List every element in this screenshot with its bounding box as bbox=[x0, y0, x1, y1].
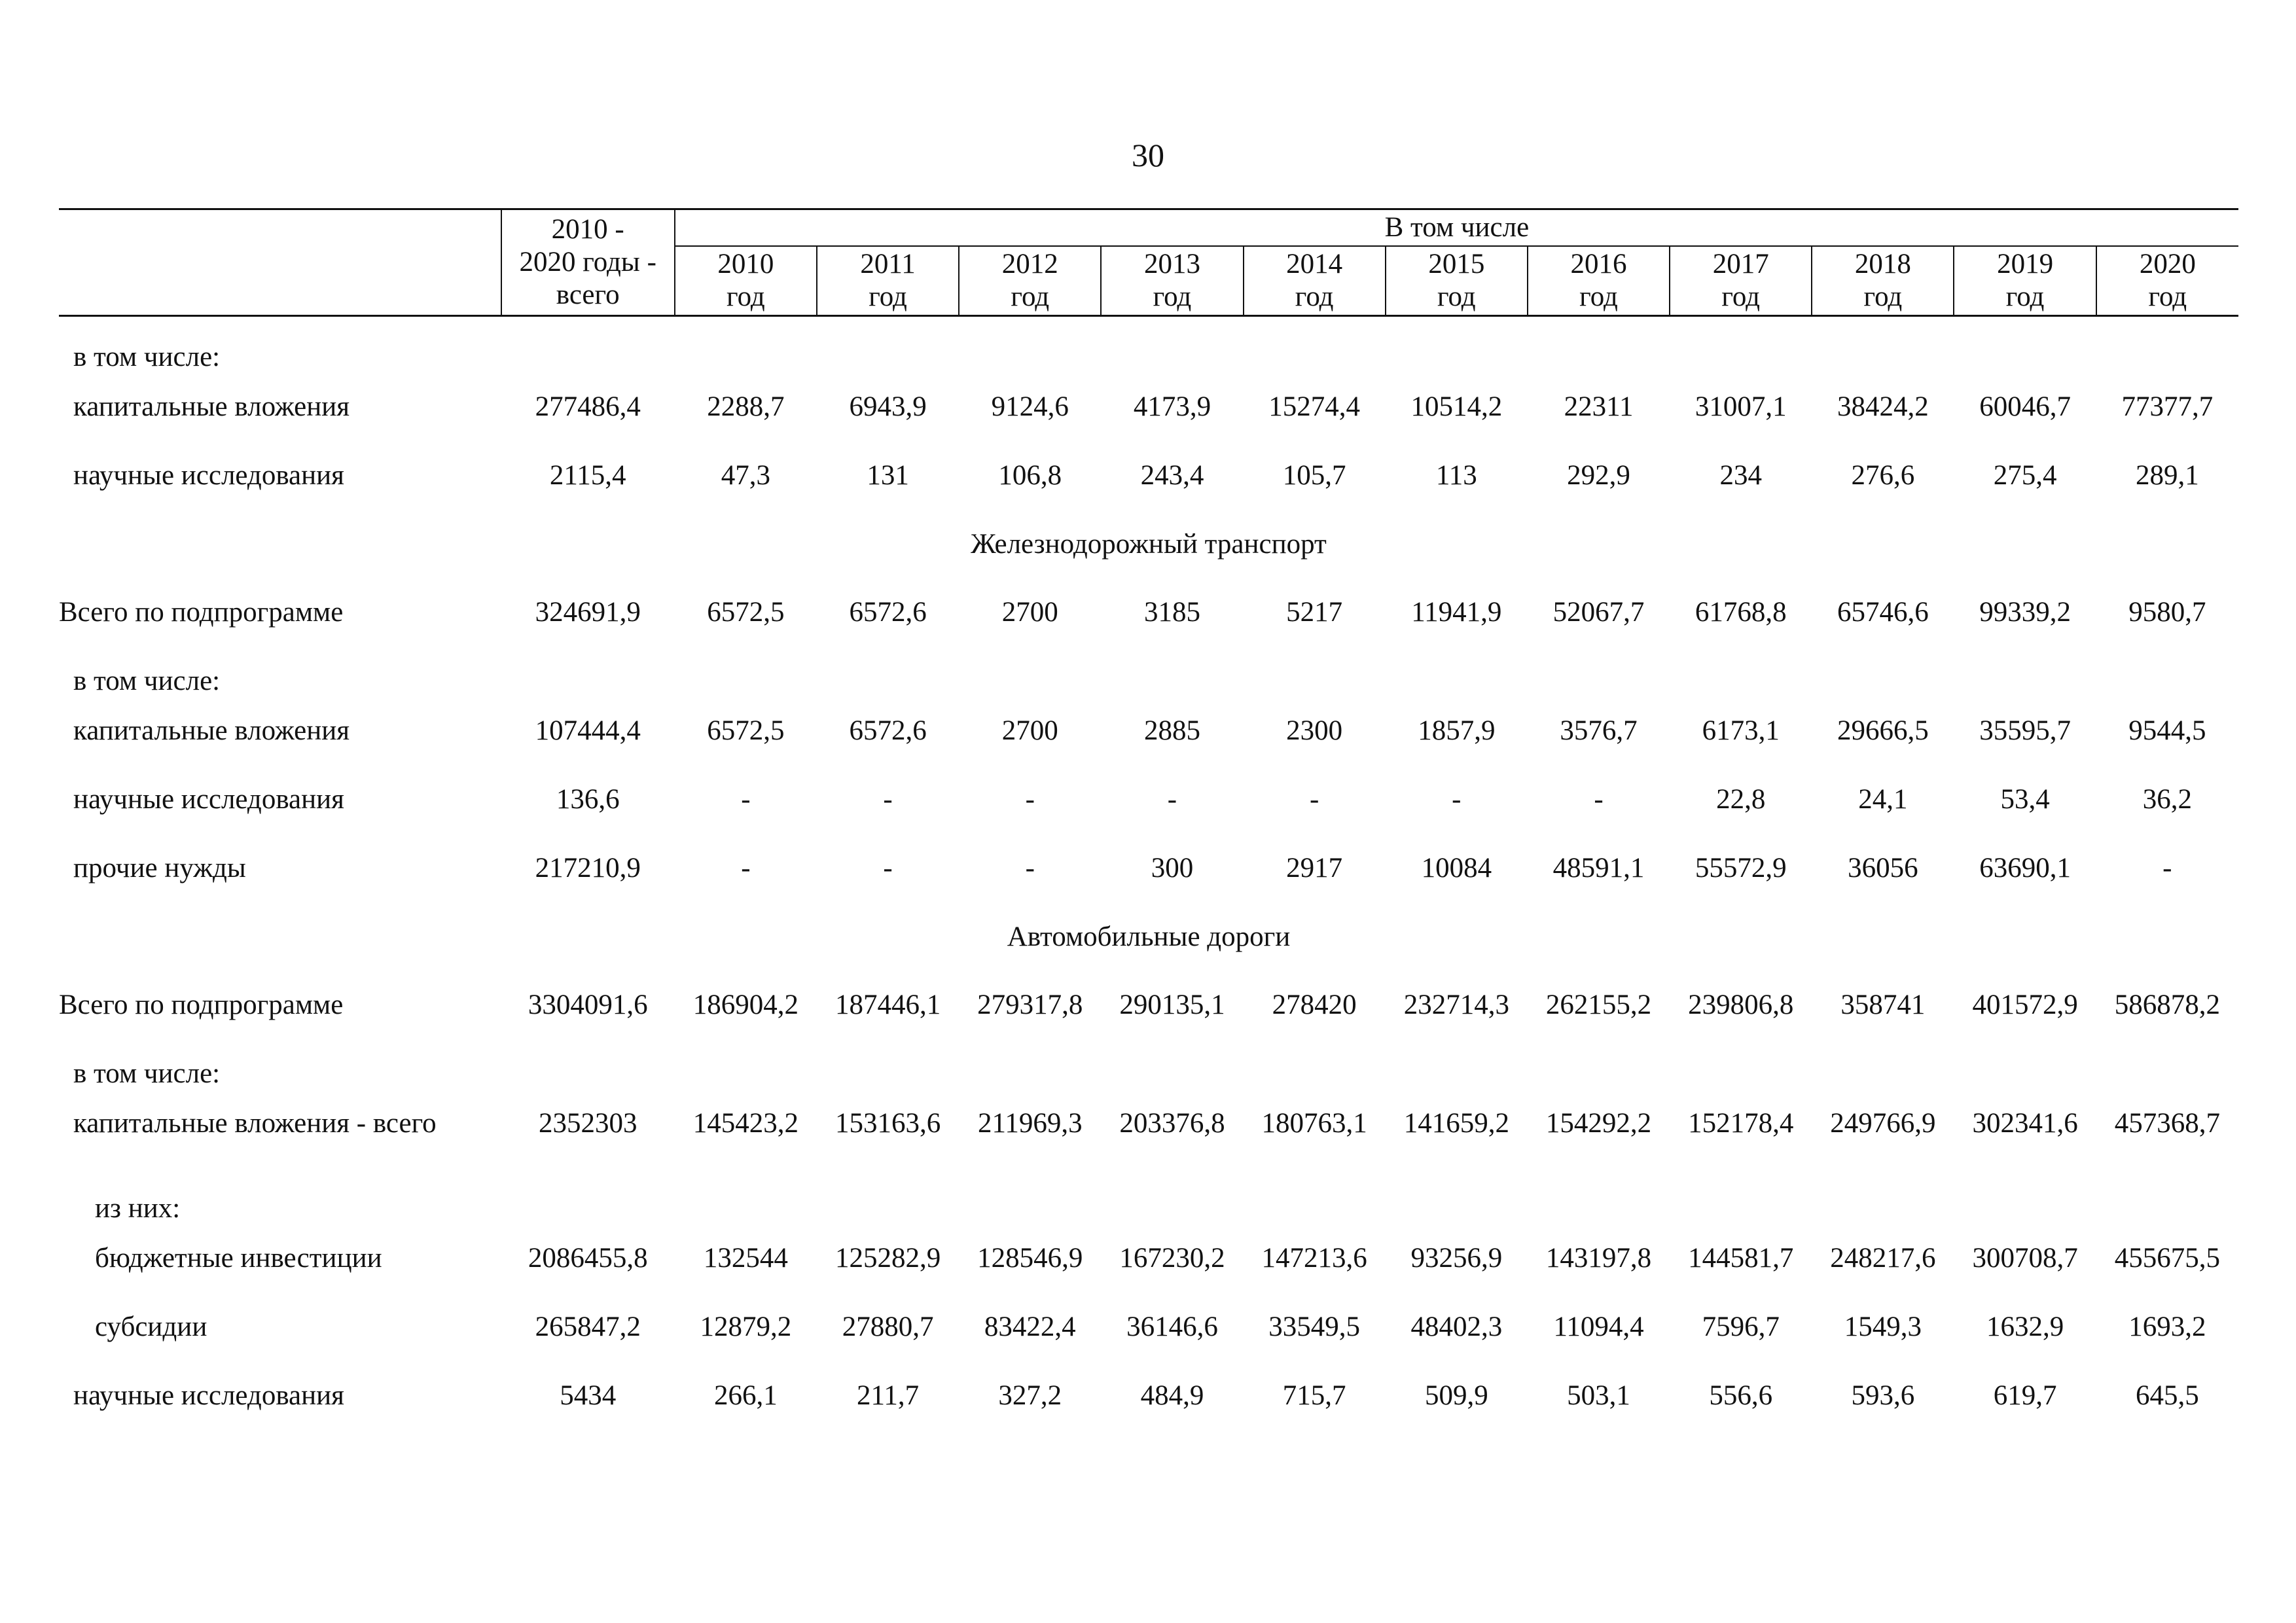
cell-year-2012: 2700 bbox=[1001, 715, 1058, 746]
cell-year-2014: 2300 bbox=[1286, 715, 1343, 746]
cell-total: 217210,9 bbox=[535, 853, 641, 883]
subheading-row bbox=[59, 340, 2238, 390]
cell-year-2019: 53,4 bbox=[2000, 784, 2050, 815]
section-heading: Железнодорожный транспорт bbox=[971, 529, 1327, 560]
section-heading: Автомобильные дороги bbox=[1007, 921, 1291, 952]
cell-year-2020: 77377,7 bbox=[2121, 391, 2214, 422]
header-year-suffix: год bbox=[726, 281, 765, 312]
cell-year-2019: 302341,6 bbox=[1972, 1108, 2078, 1139]
empty-cells bbox=[501, 1192, 2238, 1241]
header-total-line2: 2020 годы - bbox=[519, 247, 656, 277]
cell-year-2020: - bbox=[2162, 853, 2172, 883]
cell-year-2018: 1549,3 bbox=[1844, 1311, 1922, 1342]
cell-year-2018: 65746,6 bbox=[1837, 597, 1929, 628]
page-number: 30 bbox=[1132, 137, 1164, 173]
cell-year-2015: 232714,3 bbox=[1403, 990, 1509, 1020]
cell-year-2016: 262155,2 bbox=[1545, 990, 1652, 1020]
cell-total: 136,6 bbox=[556, 784, 620, 815]
header-year-suffix: год bbox=[869, 281, 907, 312]
header-year-number: 2013 bbox=[1143, 249, 1200, 279]
section-heading-row bbox=[59, 527, 2238, 596]
header-year-suffix: год bbox=[2148, 281, 2187, 312]
row-label: из них: bbox=[95, 1193, 181, 1224]
header-year-2014 bbox=[1244, 246, 1386, 316]
cell-year-2012: 279317,8 bbox=[977, 990, 1083, 1020]
cell-year-2016: 503,1 bbox=[1567, 1380, 1630, 1411]
cell-year-2014: 5217 bbox=[1286, 597, 1343, 628]
row-label: капитальные вложения bbox=[73, 391, 350, 422]
cell-year-2015: 11941,9 bbox=[1411, 597, 1502, 628]
header-year-suffix: год bbox=[1437, 281, 1476, 312]
cell-year-2015: 1857,9 bbox=[1418, 715, 1496, 746]
cell-year-2010: 12879,2 bbox=[700, 1311, 792, 1342]
header-label-cell bbox=[59, 209, 501, 316]
header-year-2013 bbox=[1101, 246, 1243, 316]
cell-year-2010: - bbox=[741, 853, 751, 883]
cell-year-2016: 292,9 bbox=[1567, 460, 1630, 491]
cell-year-2019: 99339,2 bbox=[1979, 597, 2071, 628]
cell-year-2018: 36056 bbox=[1848, 853, 1918, 883]
cell-year-2010: 186904,2 bbox=[692, 990, 799, 1020]
row-label: в том числе: bbox=[73, 666, 221, 696]
cell-year-2016: 154292,2 bbox=[1545, 1108, 1652, 1139]
cell-year-2013: 167230,2 bbox=[1119, 1243, 1225, 1274]
header-year-suffix: год bbox=[2005, 281, 2045, 312]
cell-year-2013: 203376,8 bbox=[1119, 1108, 1225, 1139]
header-year-2018 bbox=[1812, 246, 1954, 316]
cell-year-2020: 586878,2 bbox=[2114, 990, 2220, 1020]
cell-year-2020: 9580,7 bbox=[2128, 597, 2206, 628]
section-heading-row bbox=[59, 920, 2238, 988]
cell-year-2016: - bbox=[1594, 784, 1604, 815]
table-row bbox=[59, 783, 2238, 851]
header-year-suffix: год bbox=[1579, 281, 1618, 312]
cell-total: 2115,4 bbox=[549, 460, 626, 491]
cell-year-2014: 15274,4 bbox=[1268, 391, 1361, 422]
cell-year-2010: 266,1 bbox=[714, 1380, 778, 1411]
cell-total: 3304091,6 bbox=[528, 990, 648, 1020]
cell-year-2013: 36146,6 bbox=[1126, 1311, 1218, 1342]
header-year-number: 2016 bbox=[1570, 249, 1627, 279]
cell-year-2014: 180763,1 bbox=[1261, 1108, 1367, 1139]
cell-year-2020: 457368,7 bbox=[2114, 1108, 2220, 1139]
cell-year-2013: - bbox=[1167, 784, 1177, 815]
cell-year-2011: - bbox=[883, 853, 893, 883]
cell-year-2011: 211,7 bbox=[857, 1380, 920, 1411]
cell-year-2010: 132544 bbox=[703, 1243, 788, 1274]
cell-year-2014: 33549,5 bbox=[1268, 1311, 1361, 1342]
cell-year-2018: 249766,9 bbox=[1830, 1108, 1936, 1139]
cell-year-2015: 93256,9 bbox=[1410, 1243, 1503, 1274]
cell-year-2019: 1632,9 bbox=[1986, 1311, 2064, 1342]
cell-year-2015: 10084 bbox=[1421, 853, 1492, 883]
header-total-line1: 2010 - bbox=[551, 214, 624, 245]
table-row bbox=[59, 1310, 2238, 1379]
cell-year-2010: 145423,2 bbox=[692, 1108, 799, 1139]
cell-year-2020: 645,5 bbox=[2135, 1380, 2199, 1411]
cell-year-2016: 143197,8 bbox=[1545, 1243, 1652, 1274]
cell-year-2019: 300708,7 bbox=[1972, 1243, 2078, 1274]
cell-year-2015: 10514,2 bbox=[1410, 391, 1503, 422]
row-label: Всего по подпрограмме bbox=[59, 597, 344, 628]
cell-year-2020: 289,1 bbox=[2135, 460, 2199, 491]
row-label: бюджетные инвестиции bbox=[95, 1243, 382, 1274]
cell-year-2017: 31007,1 bbox=[1695, 391, 1787, 422]
row-label: научные исследования bbox=[73, 1380, 344, 1411]
cell-year-2010: 47,3 bbox=[721, 460, 771, 491]
cell-year-2017: 556,6 bbox=[1709, 1380, 1773, 1411]
cell-year-2019: 60046,7 bbox=[1979, 391, 2071, 422]
cell-year-2014: 2917 bbox=[1286, 853, 1343, 883]
row-label: прочие нужды bbox=[73, 853, 246, 883]
cell-year-2010: 6572,5 bbox=[707, 597, 785, 628]
cell-year-2011: 131 bbox=[867, 460, 909, 491]
header-year-2010 bbox=[675, 246, 817, 316]
cell-year-2012: 83422,4 bbox=[984, 1311, 1076, 1342]
cell-year-2018: 276,6 bbox=[1851, 460, 1915, 491]
cell-year-2013: 484,9 bbox=[1140, 1380, 1204, 1411]
table-row bbox=[59, 851, 2238, 920]
cell-year-2019: 401572,9 bbox=[1972, 990, 2078, 1020]
cell-year-2019: 619,7 bbox=[1993, 1380, 2057, 1411]
subheading-row bbox=[59, 664, 2238, 714]
cell-year-2018: 38424,2 bbox=[1837, 391, 1929, 422]
cell-year-2014: 105,7 bbox=[1282, 460, 1346, 491]
cell-year-2011: - bbox=[883, 784, 893, 815]
table-row bbox=[59, 459, 2238, 527]
cell-year-2014: 715,7 bbox=[1282, 1380, 1346, 1411]
cell-year-2017: 61768,8 bbox=[1695, 597, 1787, 628]
cell-total: 107444,4 bbox=[535, 715, 641, 746]
cell-year-2017: 7596,7 bbox=[1702, 1311, 1780, 1342]
cell-year-2013: 300 bbox=[1151, 853, 1194, 883]
cell-year-2013: 3185 bbox=[1143, 597, 1200, 628]
cell-year-2017: 239806,8 bbox=[1688, 990, 1794, 1020]
cell-year-2012: - bbox=[1025, 784, 1035, 815]
cell-total: 324691,9 bbox=[535, 597, 641, 628]
header-year-suffix: год bbox=[1011, 281, 1050, 312]
cell-year-2018: 248217,6 bbox=[1830, 1243, 1936, 1274]
header-year-number: 2011 bbox=[860, 249, 916, 279]
table-row bbox=[59, 1107, 2238, 1192]
cell-year-2013: 243,4 bbox=[1140, 460, 1204, 491]
cell-year-2012: 327,2 bbox=[998, 1380, 1062, 1411]
header-year-suffix: год bbox=[1721, 281, 1761, 312]
header-spacer-row bbox=[59, 316, 2238, 341]
header-year-number: 2010 bbox=[717, 249, 774, 279]
cell-year-2018: 29666,5 bbox=[1837, 715, 1929, 746]
cell-year-2011: 6572,6 bbox=[849, 597, 927, 628]
cell-year-2017: 152178,4 bbox=[1688, 1108, 1794, 1139]
header-year-2015 bbox=[1386, 246, 1528, 316]
empty-cells bbox=[501, 664, 2238, 714]
cell-year-2013: 2885 bbox=[1143, 715, 1200, 746]
row-label: субсидии bbox=[95, 1311, 207, 1342]
row-label: научные исследования bbox=[73, 784, 344, 815]
cell-year-2012: - bbox=[1025, 853, 1035, 883]
spacer-cell bbox=[59, 316, 2238, 341]
cell-year-2011: 6943,9 bbox=[849, 391, 927, 422]
cell-year-2015: 141659,2 bbox=[1403, 1108, 1509, 1139]
header-total-line3: всего bbox=[556, 279, 620, 310]
table-header bbox=[59, 209, 2238, 316]
header-group-label: В том числе bbox=[675, 209, 2238, 247]
table-row bbox=[59, 1241, 2238, 1310]
header-year-suffix: год bbox=[1295, 281, 1334, 312]
cell-year-2016: 11094,4 bbox=[1553, 1311, 1644, 1342]
header-year-number: 2014 bbox=[1286, 249, 1343, 279]
cell-year-2010: - bbox=[741, 784, 751, 815]
table-row bbox=[59, 988, 2238, 1057]
header-year-2011 bbox=[817, 246, 959, 316]
header-year-suffix: год bbox=[1863, 281, 1903, 312]
subheading-row bbox=[59, 1057, 2238, 1107]
cell-year-2018: 358741 bbox=[1840, 990, 1926, 1020]
row-label: в том числе: bbox=[73, 342, 221, 372]
header-total-cell bbox=[501, 209, 675, 316]
row-label: научные исследования bbox=[73, 460, 344, 491]
empty-cells bbox=[501, 1057, 2238, 1107]
cell-year-2013: 290135,1 bbox=[1119, 990, 1225, 1020]
table-row bbox=[59, 714, 2238, 783]
row-label: капитальные вложения - всего bbox=[73, 1108, 437, 1139]
header-year-2020 bbox=[2096, 246, 2238, 316]
cell-year-2020: 36,2 bbox=[2142, 784, 2192, 815]
cell-year-2017: 144581,7 bbox=[1688, 1243, 1794, 1274]
cell-year-2011: 187446,1 bbox=[834, 990, 941, 1020]
cell-year-2010: 2288,7 bbox=[707, 391, 785, 422]
row-label: Всего по подпрограмме bbox=[59, 990, 344, 1020]
cell-total: 2086455,8 bbox=[528, 1243, 648, 1274]
budget-table bbox=[59, 208, 2238, 1448]
empty-cells bbox=[501, 340, 2238, 390]
table-body bbox=[59, 316, 2238, 1448]
cell-year-2019: 35595,7 bbox=[1979, 715, 2071, 746]
cell-year-2016: 22311 bbox=[1564, 391, 1634, 422]
cell-year-2016: 48591,1 bbox=[1552, 853, 1645, 883]
cell-year-2012: 211969,3 bbox=[977, 1108, 1083, 1139]
cell-year-2017: 234 bbox=[1719, 460, 1762, 491]
table-row bbox=[59, 390, 2238, 459]
cell-year-2018: 24,1 bbox=[1858, 784, 1908, 815]
cell-year-2017: 55572,9 bbox=[1695, 853, 1787, 883]
table-row bbox=[59, 1379, 2238, 1448]
cell-total: 2352303 bbox=[538, 1108, 637, 1139]
cell-year-2011: 27880,7 bbox=[842, 1311, 934, 1342]
cell-year-2015: 48402,3 bbox=[1410, 1311, 1503, 1342]
cell-total: 277486,4 bbox=[535, 391, 641, 422]
header-year-number: 2020 bbox=[2139, 249, 2196, 279]
header-year-number: 2018 bbox=[1854, 249, 1911, 279]
cell-year-2014: - bbox=[1309, 784, 1319, 815]
header-year-2012 bbox=[959, 246, 1101, 316]
cell-year-2015: - bbox=[1452, 784, 1462, 815]
cell-year-2015: 113 bbox=[1435, 460, 1477, 491]
header-year-2016 bbox=[1528, 246, 1670, 316]
cell-year-2016: 52067,7 bbox=[1552, 597, 1645, 628]
cell-year-2020: 455675,5 bbox=[2114, 1243, 2220, 1274]
cell-year-2011: 125282,9 bbox=[834, 1243, 941, 1274]
cell-year-2011: 6572,6 bbox=[849, 715, 927, 746]
cell-year-2010: 6572,5 bbox=[707, 715, 785, 746]
header-year-suffix: год bbox=[1153, 281, 1192, 312]
header-year-number: 2012 bbox=[1001, 249, 1058, 279]
cell-year-2013: 4173,9 bbox=[1133, 391, 1211, 422]
cell-year-2019: 63690,1 bbox=[1979, 853, 2071, 883]
cell-year-2012: 128546,9 bbox=[977, 1243, 1083, 1274]
cell-year-2015: 509,9 bbox=[1424, 1380, 1488, 1411]
cell-year-2017: 6173,1 bbox=[1702, 715, 1780, 746]
subheading-row bbox=[59, 1192, 2238, 1241]
cell-year-2012: 9124,6 bbox=[991, 391, 1069, 422]
row-label: в том числе: bbox=[73, 1058, 221, 1089]
cell-year-2020: 1693,2 bbox=[2128, 1311, 2206, 1342]
budget-table-container bbox=[59, 208, 2238, 1448]
header-year-2017 bbox=[1670, 246, 1812, 316]
header-year-number: 2017 bbox=[1712, 249, 1769, 279]
cell-year-2014: 278420 bbox=[1272, 990, 1357, 1020]
cell-year-2012: 2700 bbox=[1001, 597, 1058, 628]
cell-year-2017: 22,8 bbox=[1716, 784, 1766, 815]
cell-year-2012: 106,8 bbox=[998, 460, 1062, 491]
cell-year-2011: 153163,6 bbox=[834, 1108, 941, 1139]
header-year-2019 bbox=[1954, 246, 2096, 316]
cell-year-2020: 9544,5 bbox=[2128, 715, 2206, 746]
cell-total: 5434 bbox=[560, 1380, 617, 1411]
cell-year-2016: 3576,7 bbox=[1560, 715, 1638, 746]
header-year-number: 2019 bbox=[1997, 249, 2054, 279]
row-label: капитальные вложения bbox=[73, 715, 350, 746]
table-row bbox=[59, 596, 2238, 664]
cell-total: 265847,2 bbox=[535, 1311, 641, 1342]
header-year-number: 2015 bbox=[1428, 249, 1485, 279]
cell-year-2019: 275,4 bbox=[1993, 460, 2057, 491]
cell-year-2014: 147213,6 bbox=[1261, 1243, 1367, 1274]
cell-year-2018: 593,6 bbox=[1851, 1380, 1915, 1411]
